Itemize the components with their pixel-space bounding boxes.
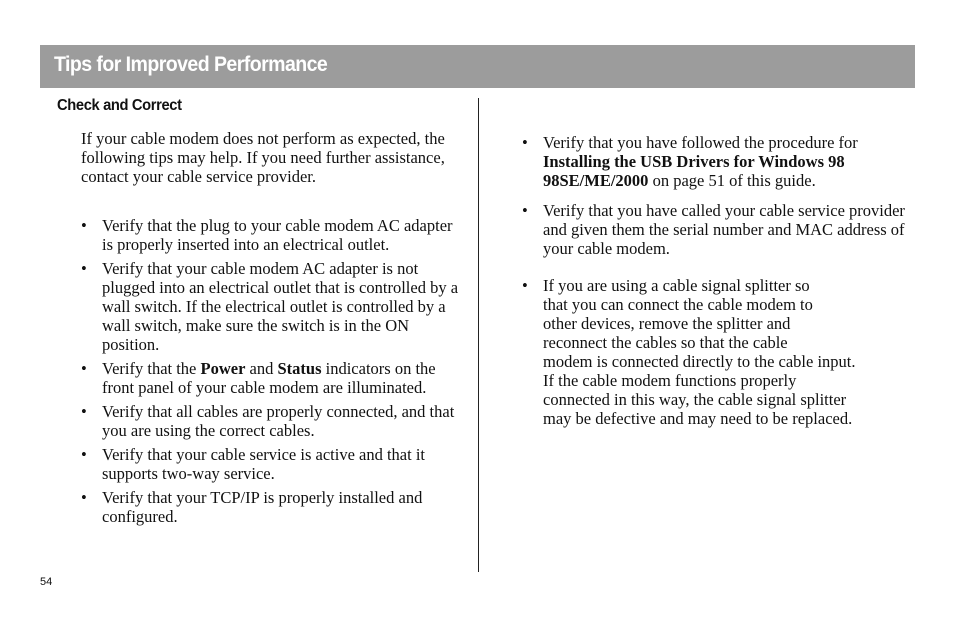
status-indicator-label: Status	[277, 359, 322, 378]
bullet-text: Verify that your TCP/IP is properly installed and configured.	[102, 488, 423, 526]
bullet-text: Verify that your cable modem AC adapter is not plugged into an electrical outlet that is controlled by a wall switch. If the electrical outlet is controlled by a wall switch, make sure the switch is in the ON position.	[102, 259, 459, 354]
bullet-text-suffix: indicators on the front panel of your cable modem are illuminated.	[102, 359, 436, 397]
section-heading: Check and Correct	[57, 97, 182, 114]
bullet-icon: •	[81, 488, 87, 507]
column-divider	[478, 98, 479, 572]
bullet-text-prefix: Verify that you have followed the procedure for	[543, 133, 858, 152]
usb-drivers-reference: Installing the USB Drivers for Windows 98 98SE/ME/2000	[543, 152, 845, 190]
bullet-icon: •	[81, 259, 87, 278]
bullet-text: Verify that you have called your cable service provider and given them the serial number and MAC address of your cable modem.	[543, 201, 905, 258]
left-bullet-list	[81, 216, 466, 531]
bullet-icon: •	[522, 276, 528, 295]
bullet-icon: •	[522, 201, 528, 220]
bullet-icon: •	[81, 359, 87, 378]
list-item	[81, 359, 466, 397]
bullet-icon: •	[81, 445, 87, 464]
list-item	[522, 201, 914, 258]
bullet-text-line: that you can connect the cable modem to	[543, 295, 813, 314]
bullet-icon: •	[81, 216, 87, 235]
right-bullet-list	[522, 133, 914, 428]
bullet-text-line: reconnect the cables so that the cable	[543, 333, 788, 352]
bullet-text-suffix: on page 51 of this guide.	[648, 171, 816, 190]
bullet-text-line: connected in this way, the cable signal splitter	[543, 390, 847, 409]
page-title: Tips for Improved Performance	[54, 53, 328, 76]
title-banner	[40, 45, 915, 88]
list-item	[81, 402, 466, 440]
bullet-text: Verify that all cables are properly connected, and that you are using the correct cables.	[102, 402, 455, 440]
bullet-text-middle: and	[245, 359, 278, 378]
bullet-text	[543, 276, 914, 428]
bullet-text: Verify that the plug to your cable modem AC adapter is properly inserted into an electrical outlet.	[102, 216, 453, 254]
bullet-text-line: If the cable modem functions properly	[543, 371, 797, 390]
list-item	[522, 276, 914, 428]
bullet-text-line: may be defective and may need to be replaced.	[543, 409, 853, 428]
power-indicator-label: Power	[200, 359, 246, 378]
list-item	[81, 488, 466, 526]
bullet-icon: •	[522, 133, 528, 152]
bullet-text-line: other devices, remove the splitter and	[543, 314, 791, 333]
bullet-text	[543, 133, 858, 190]
bullet-text-prefix: Verify that the	[102, 359, 201, 378]
list-item	[81, 216, 466, 254]
bullet-text	[102, 359, 436, 397]
intro-paragraph: If your cable modem does not perform as expected, the following tips may help. If you need further assistance, contact your cable service provider.	[81, 129, 445, 186]
page-number: 54	[40, 576, 53, 588]
bullet-text-line: If you are using a cable signal splitter so	[543, 276, 810, 295]
list-item	[81, 259, 466, 354]
bullet-text-line: modem is connected directly to the cable input.	[543, 352, 856, 371]
list-item	[522, 133, 914, 190]
list-item	[81, 445, 466, 483]
bullet-text: Verify that your cable service is active and that it supports two-way service.	[102, 445, 425, 483]
bullet-icon: •	[81, 402, 87, 421]
